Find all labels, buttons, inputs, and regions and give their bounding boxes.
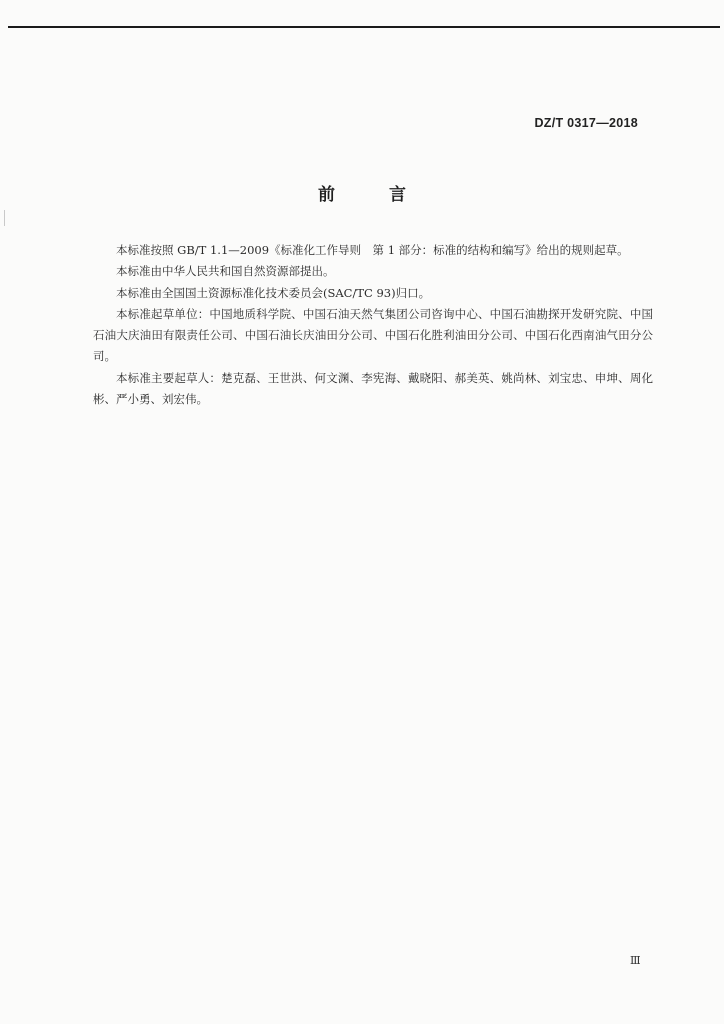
scan-artifact bbox=[4, 210, 5, 226]
paragraph-drafters: 本标准主要起草人：楚克磊、王世洪、何文渊、李宪海、戴晓阳、郝美英、姚尚林、刘宝忠、申坤、周化彬、严小勇、刘宏伟。 bbox=[93, 370, 653, 407]
page-title: 前 言 bbox=[318, 185, 430, 205]
paragraph-technical-committee: 本标准由全国国土资源标准化技术委员会(SAC/TC 93)归口。 bbox=[116, 285, 431, 300]
paragraph-proposer: 本标准由中华人民共和国自然资源部提出。 bbox=[116, 264, 335, 279]
foreword-body bbox=[93, 240, 653, 410]
standard-code: DZ/T 0317—2018 bbox=[534, 116, 638, 130]
paragraph-drafting-units: 本标准起草单位：中国地质科学院、中国石油天然气集团公司咨询中心、中国石油勘探开发研究院、中国石油大庆油田有限责任公司、中国石油长庆油田分公司、中国石化胜利油田分公司、中国石化西南油气田分公司。 bbox=[93, 306, 653, 364]
page-number: Ⅲ bbox=[630, 954, 641, 967]
paragraph-drafting-rules: 本标准按照 GB/T 1.1—2009《标准化工作导则 第 1 部分：标准的结构和编写》给出的规则起草。 bbox=[116, 243, 629, 257]
header-rule bbox=[8, 26, 720, 28]
